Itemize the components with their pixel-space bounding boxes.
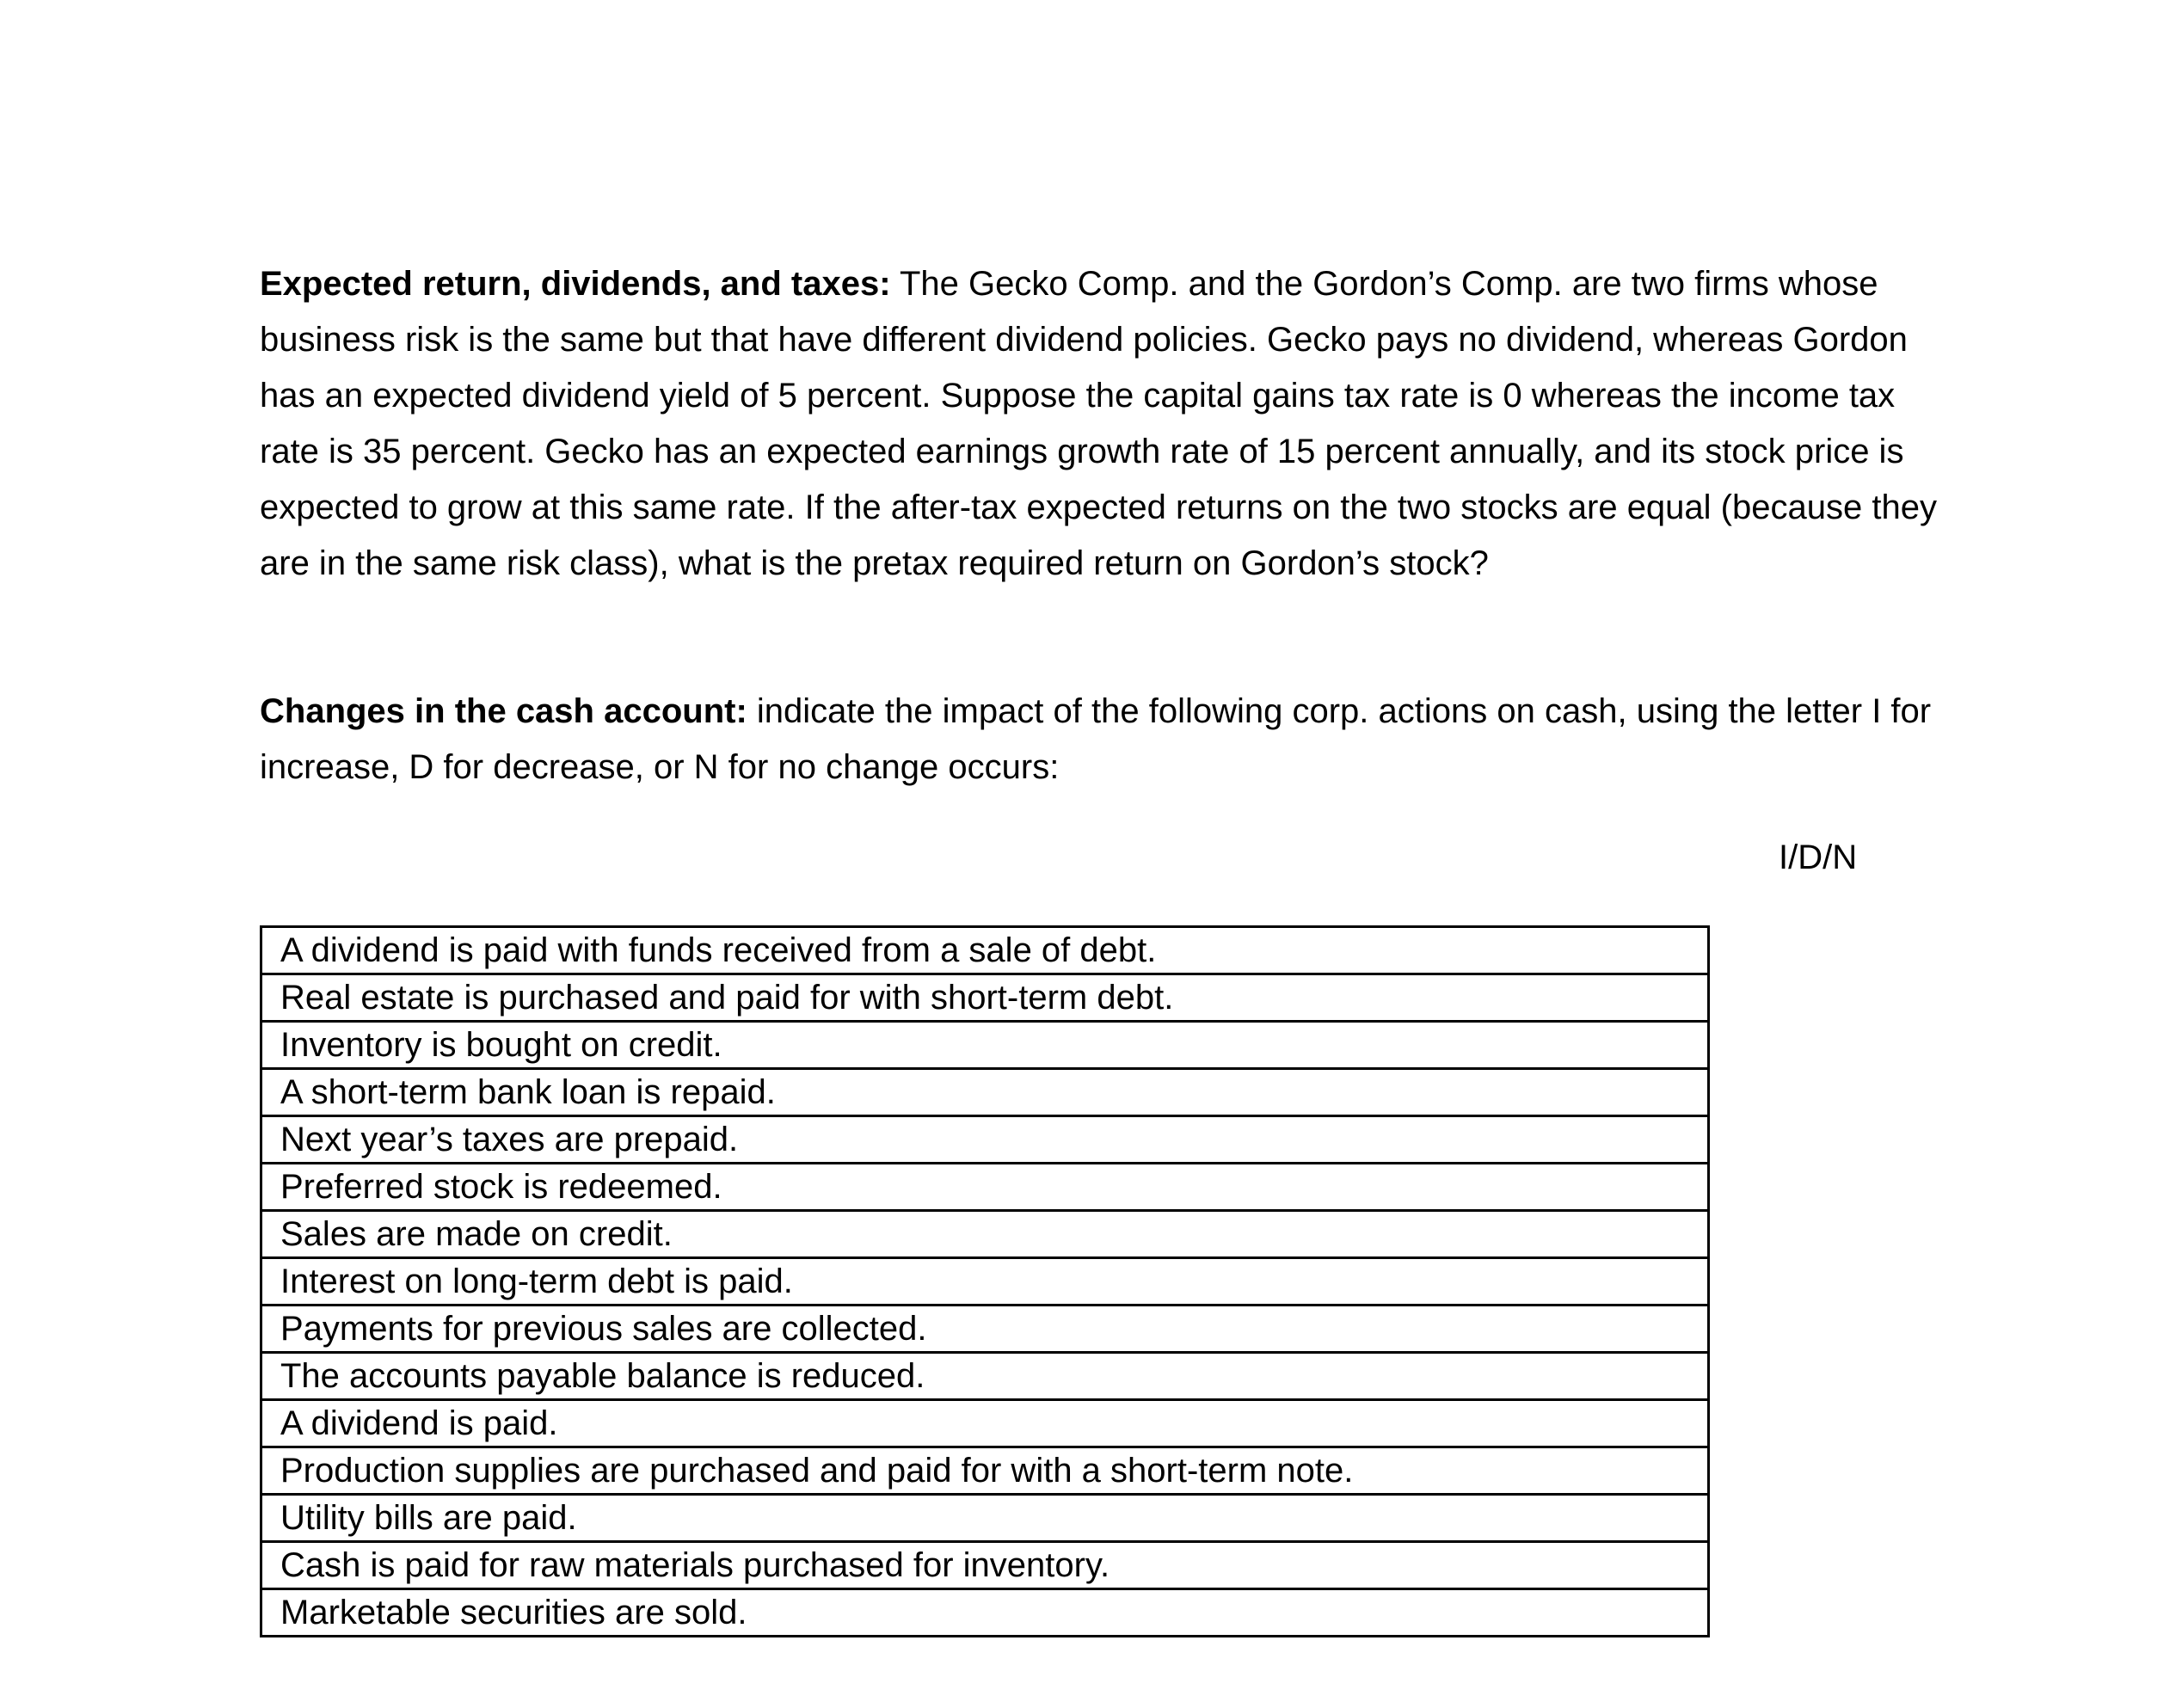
question-cash-account bbox=[260, 684, 1954, 796]
table-row bbox=[261, 974, 1709, 1022]
table-cell: Preferred stock is redeemed. bbox=[261, 1164, 1709, 1211]
table-cell: Production supplies are purchased and paid for with a short-term note. bbox=[261, 1447, 1709, 1495]
cash-actions-table bbox=[260, 925, 1710, 1637]
question-heading-cash-account: Changes in the cash account: bbox=[260, 692, 747, 730]
table-cell: Cash is paid for raw materials purchased for inventory. bbox=[261, 1542, 1709, 1589]
question-body-cash-account: indicate the impact of the following corp. actions on cash, using the letter I for increase, D for decrease, or N for no change occurs: bbox=[260, 692, 1932, 786]
table-row bbox=[261, 1306, 1709, 1353]
table-cell: Real estate is purchased and paid for with short-term debt. bbox=[261, 974, 1709, 1022]
table-row bbox=[261, 1542, 1709, 1589]
table-row bbox=[261, 1495, 1709, 1542]
table-row bbox=[261, 927, 1709, 974]
table-cell: Next year’s taxes are prepaid. bbox=[261, 1116, 1709, 1164]
idn-column-label: I/D/N bbox=[1779, 839, 1858, 876]
table-row bbox=[261, 1022, 1709, 1069]
table-row bbox=[261, 1164, 1709, 1211]
question-body-expected-return: The Gecko Comp. and the Gordon’s Comp. are two firms whose business risk is the same but that have different dividend policies. Gecko pays no dividend, whereas Gordon has an expected dividend yield of 5 percent. Suppose the capital gains tax rate is 0 whereas the income tax rate is 35 percent. Gecko has an expected earnings growth rate of 15 percent annually, and its stock price is expected to grow at this same rate. If the after-tax expected returns on the two stocks are equal (because they are in the same risk class), what is the pretax required return on Gordon’s stock? bbox=[260, 265, 1937, 582]
table-cell: Marketable securities are sold. bbox=[261, 1589, 1709, 1637]
table-cell: A dividend is paid. bbox=[261, 1400, 1709, 1447]
table-row bbox=[261, 1589, 1709, 1637]
table-row bbox=[261, 1116, 1709, 1164]
table-cell: Payments for previous sales are collected. bbox=[261, 1306, 1709, 1353]
table-row bbox=[261, 1211, 1709, 1258]
question-expected-return bbox=[260, 256, 1954, 592]
table-cell: Sales are made on credit. bbox=[261, 1211, 1709, 1258]
table-cell: The accounts payable balance is reduced. bbox=[261, 1353, 1709, 1400]
table-cell: Inventory is bought on credit. bbox=[261, 1022, 1709, 1069]
question-heading-expected-return: Expected return, dividends, and taxes: bbox=[260, 265, 891, 303]
table-cell: Interest on long-term debt is paid. bbox=[261, 1258, 1709, 1306]
table-cell: Utility bills are paid. bbox=[261, 1495, 1709, 1542]
table-row bbox=[261, 1353, 1709, 1400]
table-row bbox=[261, 1447, 1709, 1495]
table-row bbox=[261, 1069, 1709, 1116]
table-cell: A short-term bank loan is repaid. bbox=[261, 1069, 1709, 1116]
table-row bbox=[261, 1400, 1709, 1447]
table-cell: A dividend is paid with funds received from a sale of debt. bbox=[261, 927, 1709, 974]
table-row bbox=[261, 1258, 1709, 1306]
